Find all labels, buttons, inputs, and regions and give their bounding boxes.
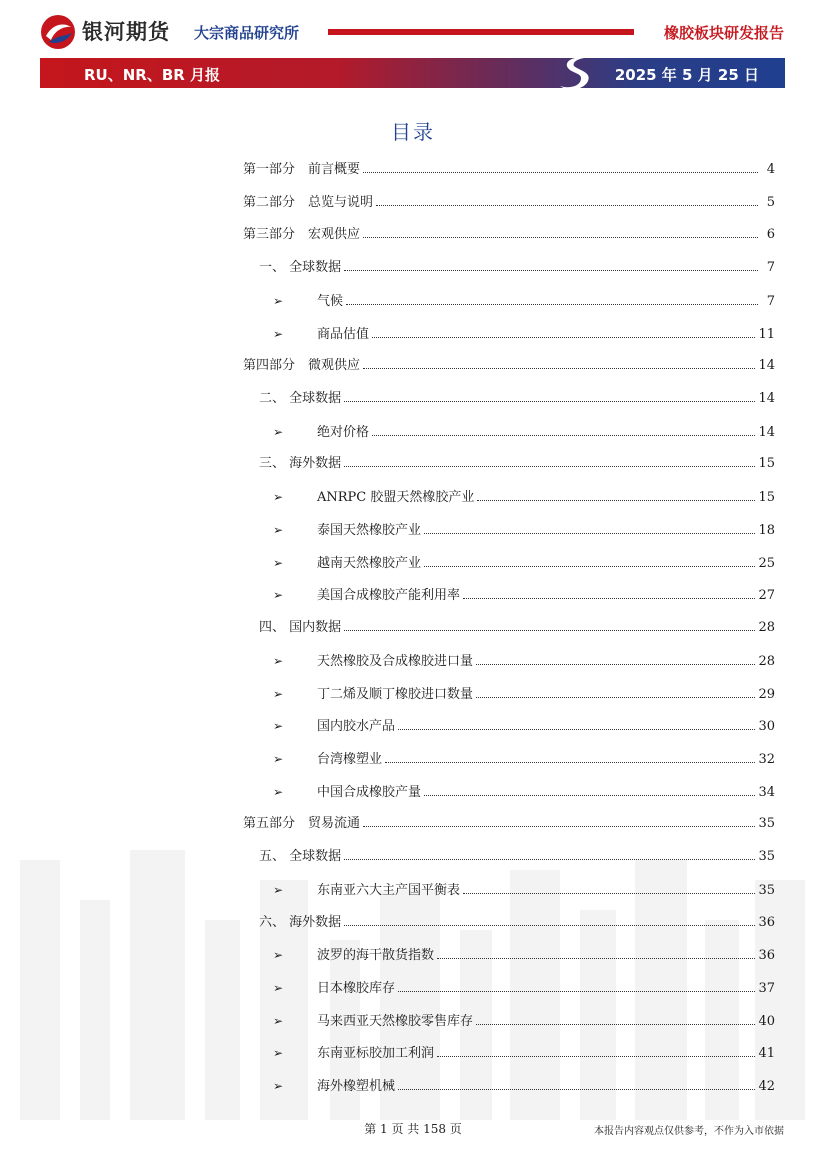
dot-leader: [346, 304, 758, 305]
toc-entry[interactable]: [243, 553, 775, 586]
toc-entry[interactable]: [243, 978, 775, 1011]
arrow-bullet-icon: ➢: [273, 686, 284, 701]
toc-entry-page: 30: [758, 719, 775, 735]
dot-leader: [398, 729, 755, 730]
toc-entry[interactable]: [243, 782, 775, 815]
dot-leader: [463, 893, 755, 894]
dot-leader: [385, 762, 755, 763]
arrow-bullet-icon: ➢: [273, 293, 284, 308]
toc-entry-label: 天然橡胶及合成橡胶进口量: [317, 653, 474, 669]
dot-leader: [476, 697, 755, 698]
toc-entry-page: 14: [758, 358, 775, 374]
dot-leader: [398, 991, 755, 992]
dot-leader: [424, 533, 755, 534]
toc-entry-page: 32: [758, 751, 775, 767]
toc-entry-page: 14: [758, 391, 775, 407]
dot-leader: [344, 466, 755, 467]
toc-title: 目录: [391, 120, 435, 144]
disclaimer: 本报告内容观点仅供参考，不作为入市依据: [594, 1126, 784, 1137]
toc-entry-page: 36: [758, 948, 775, 964]
toc-entry-page: 11: [758, 326, 775, 342]
toc-entry[interactable]: [243, 1011, 775, 1044]
arrow-bullet-icon: ➢: [273, 784, 284, 799]
toc-entry[interactable]: [243, 520, 775, 553]
toc-entry-label: 越南天然橡胶产业: [317, 555, 422, 571]
toc-entry[interactable]: [243, 913, 775, 946]
brand-name: 银河期货: [82, 20, 170, 44]
toc-entry-page: 15: [758, 456, 775, 472]
toc-entry-page: 7: [766, 260, 775, 276]
toc-entry-label: ANRPC 胶盟天然橡胶产业: [317, 490, 475, 506]
toc-entry-label: 三、 海外数据: [259, 456, 342, 472]
toc-entry-page: 14: [758, 424, 775, 440]
toc-entry-page: 15: [758, 490, 775, 506]
toc-entry[interactable]: [243, 193, 775, 226]
swoosh-logo-icon: [554, 54, 598, 92]
toc-entry[interactable]: [243, 847, 775, 880]
toc-entry-label: 日本橡胶库存: [317, 980, 396, 996]
arrow-bullet-icon: ➢: [273, 1013, 284, 1028]
toc-entry-label: 二、 全球数据: [259, 391, 342, 407]
toc-entry[interactable]: [243, 160, 775, 193]
dot-leader: [476, 1024, 755, 1025]
toc-entry-page: 37: [758, 980, 775, 996]
toc-entry[interactable]: [243, 1043, 775, 1076]
toc-entry[interactable]: [243, 258, 775, 291]
toc-entry-page: 35: [758, 849, 775, 865]
toc-entry-page: 34: [758, 784, 775, 800]
toc-entry[interactable]: [243, 389, 775, 422]
toc-entry-page: 18: [758, 522, 775, 538]
toc-entry-label: 一、 全球数据: [259, 260, 342, 276]
toc-entry-label: 美国合成橡胶产能利用率: [317, 588, 461, 604]
toc-entry-page: 28: [758, 653, 775, 669]
toc-entry-label: 东南亚标胶加工利润: [317, 1046, 435, 1062]
report-banner: [40, 58, 785, 88]
toc-entry-label: 四、 国内数据: [259, 620, 342, 636]
page-counter: 第 1 页 共 158 页: [364, 1122, 462, 1136]
dot-leader: [437, 958, 755, 959]
toc-entry-label: 六、 海外数据: [259, 914, 342, 930]
arrow-bullet-icon: ➢: [273, 522, 284, 537]
dot-leader: [424, 795, 755, 796]
toc-entry-page: 41: [758, 1046, 775, 1062]
toc-entry-label: 五、 全球数据: [259, 849, 342, 865]
arrow-bullet-icon: ➢: [273, 653, 284, 668]
toc-entry-page: 4: [766, 162, 775, 177]
toc-entry[interactable]: [243, 1076, 775, 1109]
toc-entry-label: 第三部分 宏观供应: [243, 227, 361, 243]
toc-entry-label: 中国合成橡胶产量: [317, 784, 422, 800]
toc-entry[interactable]: [243, 716, 775, 749]
dot-leader: [344, 925, 755, 926]
toc-entry-page: 35: [758, 882, 775, 898]
toc-entry[interactable]: [243, 454, 775, 487]
dot-leader: [363, 368, 755, 369]
toc-entry-label: 商品估值: [317, 326, 370, 342]
toc-entry-label: 第五部分 贸易流通: [243, 816, 361, 832]
toc-entry-label: 第一部分 前言概要: [243, 162, 361, 177]
toc-entry-page: 27: [758, 588, 775, 604]
toc-entry[interactable]: [243, 749, 775, 782]
arrow-bullet-icon: ➢: [273, 1079, 284, 1094]
toc-entry-label: 海外橡塑机械: [317, 1079, 396, 1095]
dot-leader: [376, 205, 758, 206]
toc-entry-page: 6: [766, 227, 775, 243]
toc-entry-page: 25: [758, 555, 775, 571]
toc-entry[interactable]: [243, 945, 775, 978]
toc-entry-label: 丁二烯及顺丁橡胶进口数量: [317, 686, 474, 702]
arrow-bullet-icon: ➢: [273, 326, 284, 341]
toc-entry-label: 国内胶水产品: [317, 719, 396, 735]
toc-entry-page: 28: [758, 620, 775, 636]
arrow-bullet-icon: ➢: [273, 948, 284, 963]
toc-entry[interactable]: [243, 324, 775, 357]
dot-leader: [398, 1089, 755, 1090]
toc-entry[interactable]: [243, 487, 775, 520]
arrow-bullet-icon: ➢: [273, 980, 284, 995]
arrow-bullet-icon: ➢: [273, 424, 284, 439]
report-date: 2025 年 5 月 25 日: [614, 66, 759, 84]
toc-entry[interactable]: [243, 880, 775, 913]
dot-leader: [363, 172, 758, 173]
arrow-bullet-icon: ➢: [273, 588, 284, 603]
toc-entry[interactable]: [243, 356, 775, 389]
galaxy-logo-icon: [40, 14, 76, 50]
toc-entry[interactable]: [243, 225, 775, 258]
arrow-bullet-icon: ➢: [273, 490, 284, 505]
dot-leader: [476, 664, 755, 665]
toc-entry-label: 绝对价格: [317, 424, 370, 440]
dot-leader: [437, 1056, 755, 1057]
dot-leader: [363, 826, 755, 827]
table-of-contents: [243, 160, 775, 1109]
arrow-bullet-icon: ➢: [273, 1046, 284, 1061]
toc-entry-page: 42: [758, 1079, 775, 1095]
toc-entry[interactable]: [243, 585, 775, 618]
dot-leader: [477, 500, 755, 501]
toc-entry[interactable]: [243, 651, 775, 684]
header-rule: [328, 29, 634, 35]
toc-entry-label: 第二部分 总览与说明: [243, 194, 374, 210]
toc-entry[interactable]: [243, 684, 775, 717]
dot-leader: [344, 401, 755, 402]
report-type: 橡胶板块研发报告: [663, 24, 784, 42]
toc-entry-page: 5: [766, 194, 775, 210]
toc-entry-page: 36: [758, 914, 775, 930]
toc-entry-label: 波罗的海干散货指数: [317, 948, 435, 964]
dot-leader: [424, 566, 755, 567]
toc-entry-label: 泰国天然橡胶产业: [317, 522, 422, 538]
dot-leader: [372, 337, 755, 338]
dot-leader: [344, 630, 755, 631]
toc-entry-label: 第四部分 微观供应: [243, 358, 361, 374]
dot-leader: [372, 435, 755, 436]
toc-entry-page: 40: [758, 1013, 775, 1029]
toc-entry-label: 气候: [317, 293, 344, 309]
toc-entry-label: 东南亚六大主产国平衡表: [317, 882, 461, 898]
toc-entry-page: 7: [766, 293, 775, 309]
toc-entry[interactable]: [243, 814, 775, 847]
toc-entry[interactable]: [243, 618, 775, 651]
banner-title: RU、NR、BR 月报: [84, 66, 221, 84]
dot-leader: [344, 270, 758, 271]
toc-entry-label: 台湾橡塑业: [317, 751, 383, 767]
arrow-bullet-icon: ➢: [273, 882, 284, 897]
institute-name: 大宗商品研究所: [194, 24, 300, 42]
toc-entry-page: 29: [758, 686, 775, 702]
toc-entry-page: 35: [758, 816, 775, 832]
arrow-bullet-icon: ➢: [273, 719, 284, 734]
dot-leader: [344, 859, 755, 860]
toc-entry-label: 马来西亚天然橡胶零售库存: [317, 1013, 474, 1029]
toc-entry[interactable]: [243, 291, 775, 324]
dot-leader: [463, 598, 755, 599]
dot-leader: [363, 237, 758, 238]
arrow-bullet-icon: ➢: [273, 555, 284, 570]
toc-entry[interactable]: [243, 422, 775, 455]
arrow-bullet-icon: ➢: [273, 751, 284, 766]
